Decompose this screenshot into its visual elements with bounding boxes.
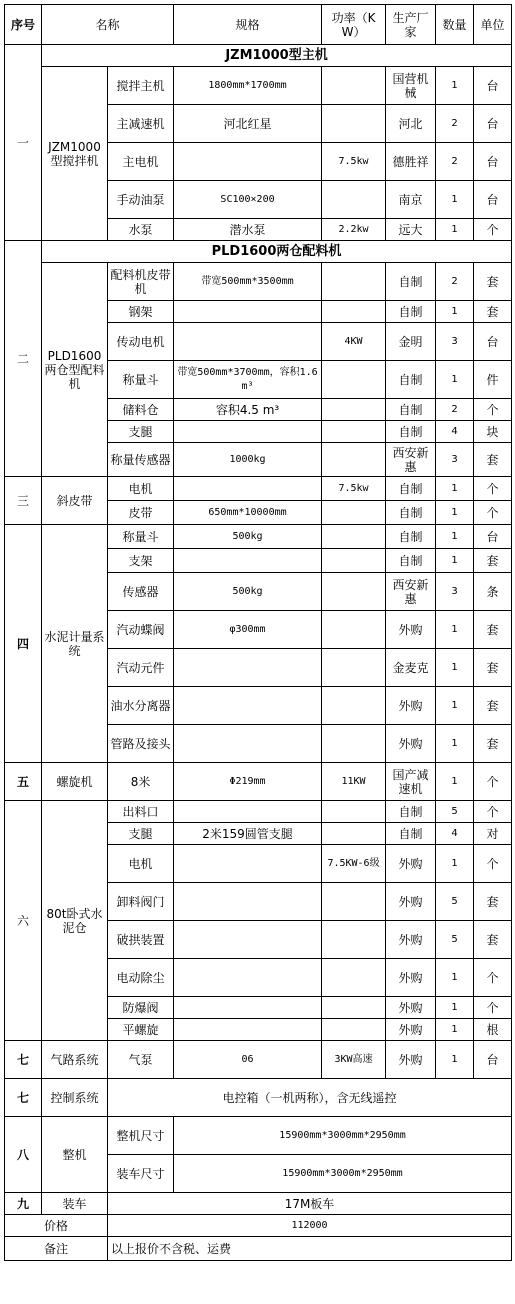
item-maker: 自制 xyxy=(386,421,436,443)
item-qty: 1 xyxy=(436,845,474,883)
price-row xyxy=(5,1215,512,1237)
item-maker: 外购 xyxy=(386,997,436,1019)
item-spec xyxy=(174,549,322,573)
header-seq: 序号 xyxy=(5,5,42,45)
group-name: 控制系统 xyxy=(42,1079,108,1117)
item-power xyxy=(322,443,386,477)
item-name: 破拱装置 xyxy=(108,921,174,959)
item-unit: 对 xyxy=(474,823,512,845)
item-qty: 1 xyxy=(436,687,474,725)
item-spec xyxy=(174,323,322,361)
item-maker: 自制 xyxy=(386,525,436,549)
item-name: 手动油泵 xyxy=(108,181,174,219)
item-power: 2.2kw xyxy=(322,219,386,241)
table-row xyxy=(5,1041,512,1079)
section-seq: 六 xyxy=(5,801,42,1041)
item-power xyxy=(322,421,386,443)
item-power xyxy=(322,687,386,725)
item-name: 皮带 xyxy=(108,501,174,525)
item-maker: 外购 xyxy=(386,883,436,921)
item-spec xyxy=(174,801,322,823)
item-qty: 4 xyxy=(436,421,474,443)
item-spec: 650mm*10000mm xyxy=(174,501,322,525)
item-power xyxy=(322,361,386,399)
item-unit: 套 xyxy=(474,883,512,921)
item-power xyxy=(322,301,386,323)
note-text: 以上报价不含税、运费 xyxy=(108,1237,512,1261)
item-unit: 套 xyxy=(474,443,512,477)
item-qty: 2 xyxy=(436,143,474,181)
section-seq: 二 xyxy=(5,241,42,477)
item-qty: 2 xyxy=(436,399,474,421)
header-row xyxy=(5,5,512,45)
item-maker: 外购 xyxy=(386,725,436,763)
table-row xyxy=(5,801,512,823)
item-power xyxy=(322,823,386,845)
item-unit: 台 xyxy=(474,1041,512,1079)
item-spec xyxy=(174,845,322,883)
item-maker: 南京 xyxy=(386,181,436,219)
item-spec: 容积4.5 m³ xyxy=(174,399,322,421)
item-maker: 外购 xyxy=(386,611,436,649)
group-name: 装车 xyxy=(42,1193,108,1215)
loading-text: 17M板车 xyxy=(108,1193,512,1215)
item-name: 8米 xyxy=(108,763,174,801)
item-name: 装车尺寸 xyxy=(108,1155,174,1193)
item-spec xyxy=(174,421,322,443)
item-spec: 带宽500mm*3700mm，容积1.6m³ xyxy=(174,361,322,399)
item-maker: 国营机械 xyxy=(386,67,436,105)
item-spec xyxy=(174,725,322,763)
table-row xyxy=(5,477,512,501)
item-spec xyxy=(174,1019,322,1041)
item-power xyxy=(322,921,386,959)
section-seq: 一 xyxy=(5,45,42,241)
item-maker: 金明 xyxy=(386,323,436,361)
item-name: 钢架 xyxy=(108,301,174,323)
item-power xyxy=(322,725,386,763)
item-unit: 块 xyxy=(474,421,512,443)
section-seq: 七 xyxy=(5,1041,42,1079)
item-qty: 1 xyxy=(436,361,474,399)
item-spec: 河北红星 xyxy=(174,105,322,143)
group-name: JZM1000型搅拌机 xyxy=(42,67,108,241)
group-name: 气路系统 xyxy=(42,1041,108,1079)
item-unit: 个 xyxy=(474,845,512,883)
section-seq: 四 xyxy=(5,525,42,763)
item-power: 7.5kw xyxy=(322,477,386,501)
item-spec: 1000kg xyxy=(174,443,322,477)
table-row xyxy=(5,67,512,105)
item-name: 气泵 xyxy=(108,1041,174,1079)
item-spec xyxy=(174,649,322,687)
item-qty: 5 xyxy=(436,921,474,959)
item-name: 配料机皮带机 xyxy=(108,263,174,301)
item-spec: 06 xyxy=(174,1041,322,1079)
item-qty: 1 xyxy=(436,501,474,525)
item-name: 搅拌主机 xyxy=(108,67,174,105)
item-name: 电机 xyxy=(108,477,174,501)
item-spec xyxy=(174,477,322,501)
item-name: 汽动元件 xyxy=(108,649,174,687)
section-seq: 三 xyxy=(5,477,42,525)
item-spec: 15900mm*3000mm*2950mm xyxy=(174,1117,512,1155)
item-spec: 1800mm*1700mm xyxy=(174,67,322,105)
item-spec: 2米159圆管支腿 xyxy=(174,823,322,845)
header-unit: 单位 xyxy=(474,5,512,45)
section-seq: 七 xyxy=(5,1079,42,1117)
item-maker: 西安新惠 xyxy=(386,573,436,611)
group-name: 整机 xyxy=(42,1117,108,1193)
item-spec: 500kg xyxy=(174,573,322,611)
item-maker: 自制 xyxy=(386,263,436,301)
item-maker: 外购 xyxy=(386,1019,436,1041)
item-maker: 外购 xyxy=(386,959,436,997)
item-name: 支腿 xyxy=(108,823,174,845)
item-qty: 3 xyxy=(436,573,474,611)
item-name: 卸料阀门 xyxy=(108,883,174,921)
item-maker: 自制 xyxy=(386,823,436,845)
item-name: 出料口 xyxy=(108,801,174,823)
item-unit: 台 xyxy=(474,105,512,143)
item-maker: 金麦克 xyxy=(386,649,436,687)
item-unit: 个 xyxy=(474,997,512,1019)
item-power xyxy=(322,959,386,997)
item-qty: 1 xyxy=(436,219,474,241)
item-name: 防爆阀 xyxy=(108,997,174,1019)
item-maker: 自制 xyxy=(386,801,436,823)
header-spec: 规格 xyxy=(174,5,322,45)
item-unit: 个 xyxy=(474,763,512,801)
item-unit: 个 xyxy=(474,501,512,525)
section-title: JZM1000型主机 xyxy=(42,45,512,67)
item-qty: 1 xyxy=(436,67,474,105)
item-power xyxy=(322,525,386,549)
item-spec xyxy=(174,301,322,323)
item-spec: 500kg xyxy=(174,525,322,549)
item-maker: 自制 xyxy=(386,361,436,399)
loading-row xyxy=(5,1193,512,1215)
quotation-table xyxy=(4,4,512,1261)
item-spec: 带宽500mm*3500mm xyxy=(174,263,322,301)
item-unit: 台 xyxy=(474,143,512,181)
item-spec: φ300mm xyxy=(174,611,322,649)
item-power xyxy=(322,997,386,1019)
group-name: 水泥计量系统 xyxy=(42,525,108,763)
item-power xyxy=(322,263,386,301)
item-name: 油水分离器 xyxy=(108,687,174,725)
item-spec: SC100×200 xyxy=(174,181,322,219)
item-unit: 个 xyxy=(474,959,512,997)
group-name: PLD1600两仓型配料机 xyxy=(42,263,108,477)
item-power: 11KW xyxy=(322,763,386,801)
item-maker: 自制 xyxy=(386,399,436,421)
item-name: 主减速机 xyxy=(108,105,174,143)
item-unit: 件 xyxy=(474,361,512,399)
item-unit: 套 xyxy=(474,725,512,763)
section-seq: 八 xyxy=(5,1117,42,1193)
note-label: 备注 xyxy=(5,1237,108,1261)
item-power xyxy=(322,399,386,421)
section-title: PLD1600两仓配料机 xyxy=(42,241,512,263)
item-spec xyxy=(174,143,322,181)
item-unit: 根 xyxy=(474,1019,512,1041)
item-power xyxy=(322,883,386,921)
item-qty: 4 xyxy=(436,823,474,845)
item-qty: 1 xyxy=(436,611,474,649)
group-name: 斜皮带 xyxy=(42,477,108,525)
item-unit: 套 xyxy=(474,301,512,323)
item-unit: 个 xyxy=(474,477,512,501)
item-spec xyxy=(174,883,322,921)
item-power xyxy=(322,801,386,823)
item-name: 传动电机 xyxy=(108,323,174,361)
item-spec: Φ219mm xyxy=(174,763,322,801)
item-maker: 外购 xyxy=(386,921,436,959)
table-row xyxy=(5,1117,512,1155)
item-spec xyxy=(174,997,322,1019)
item-name: 水泵 xyxy=(108,219,174,241)
item-qty: 3 xyxy=(436,443,474,477)
item-spec xyxy=(174,921,322,959)
item-power: 3KW高速 xyxy=(322,1041,386,1079)
price-value: 112000 xyxy=(108,1215,512,1237)
control-row xyxy=(5,1079,512,1117)
item-name: 支架 xyxy=(108,549,174,573)
group-name: 螺旋机 xyxy=(42,763,108,801)
item-maker: 国产减速机 xyxy=(386,763,436,801)
item-name: 支腿 xyxy=(108,421,174,443)
item-unit: 套 xyxy=(474,649,512,687)
item-power: 7.5kw xyxy=(322,143,386,181)
item-spec: 潜水泵 xyxy=(174,219,322,241)
item-maker: 自制 xyxy=(386,301,436,323)
item-power: 4KW xyxy=(322,323,386,361)
item-name: 平螺旋 xyxy=(108,1019,174,1041)
item-unit: 条 xyxy=(474,573,512,611)
item-qty: 5 xyxy=(436,801,474,823)
item-name: 储料仓 xyxy=(108,399,174,421)
item-power xyxy=(322,549,386,573)
item-qty: 1 xyxy=(436,959,474,997)
item-name: 电动除尘 xyxy=(108,959,174,997)
price-label: 价格 xyxy=(5,1215,108,1237)
item-power xyxy=(322,181,386,219)
item-unit: 个 xyxy=(474,801,512,823)
item-maker: 河北 xyxy=(386,105,436,143)
item-power: 7.5KW-6级 xyxy=(322,845,386,883)
item-qty: 1 xyxy=(436,525,474,549)
item-power xyxy=(322,1019,386,1041)
item-qty: 2 xyxy=(436,263,474,301)
item-power xyxy=(322,501,386,525)
item-qty: 1 xyxy=(436,725,474,763)
item-maker: 外购 xyxy=(386,845,436,883)
item-maker: 远大 xyxy=(386,219,436,241)
item-qty: 1 xyxy=(436,997,474,1019)
item-unit: 台 xyxy=(474,181,512,219)
item-qty: 1 xyxy=(436,1019,474,1041)
item-unit: 个 xyxy=(474,219,512,241)
item-qty: 2 xyxy=(436,105,474,143)
header-name: 名称 xyxy=(42,5,174,45)
item-qty: 1 xyxy=(436,549,474,573)
item-qty: 1 xyxy=(436,1041,474,1079)
header-power: 功率（KW） xyxy=(322,5,386,45)
item-name: 传感器 xyxy=(108,573,174,611)
item-qty: 5 xyxy=(436,883,474,921)
item-unit: 个 xyxy=(474,399,512,421)
item-qty: 1 xyxy=(436,649,474,687)
table-row xyxy=(5,525,512,549)
item-power xyxy=(322,649,386,687)
item-name: 管路及接头 xyxy=(108,725,174,763)
section-title-row xyxy=(5,45,512,67)
item-name: 主电机 xyxy=(108,143,174,181)
item-spec xyxy=(174,687,322,725)
item-unit: 套 xyxy=(474,549,512,573)
item-name: 汽动蝶阀 xyxy=(108,611,174,649)
item-qty: 1 xyxy=(436,763,474,801)
item-name: 称量传感器 xyxy=(108,443,174,477)
section-title-row xyxy=(5,241,512,263)
item-power xyxy=(322,67,386,105)
item-maker: 外购 xyxy=(386,687,436,725)
item-power xyxy=(322,611,386,649)
section-seq: 五 xyxy=(5,763,42,801)
section-seq: 九 xyxy=(5,1193,42,1215)
item-qty: 3 xyxy=(436,323,474,361)
group-name: 80t卧式水泥仓 xyxy=(42,801,108,1041)
header-qty: 数量 xyxy=(436,5,474,45)
note-row xyxy=(5,1237,512,1261)
item-maker: 自制 xyxy=(386,501,436,525)
item-name: 称量斗 xyxy=(108,525,174,549)
item-qty: 1 xyxy=(436,301,474,323)
table-row xyxy=(5,263,512,301)
item-power xyxy=(322,105,386,143)
item-unit: 套 xyxy=(474,921,512,959)
item-unit: 套 xyxy=(474,263,512,301)
control-text: 电控箱（一机两称），含无线遥控 xyxy=(108,1079,512,1117)
item-unit: 套 xyxy=(474,611,512,649)
item-name: 电机 xyxy=(108,845,174,883)
item-maker: 自制 xyxy=(386,477,436,501)
item-qty: 1 xyxy=(436,181,474,219)
item-maker: 外购 xyxy=(386,1041,436,1079)
item-spec: 15900mm*3000m*2950mm xyxy=(174,1155,512,1193)
item-maker: 西安新惠 xyxy=(386,443,436,477)
item-power xyxy=(322,573,386,611)
item-unit: 套 xyxy=(474,687,512,725)
item-unit: 台 xyxy=(474,525,512,549)
header-maker: 生产厂家 xyxy=(386,5,436,45)
item-spec xyxy=(174,959,322,997)
item-name: 称量斗 xyxy=(108,361,174,399)
item-qty: 1 xyxy=(436,477,474,501)
item-maker: 自制 xyxy=(386,549,436,573)
item-name: 整机尺寸 xyxy=(108,1117,174,1155)
item-unit: 台 xyxy=(474,67,512,105)
table-row xyxy=(5,763,512,801)
item-unit: 台 xyxy=(474,323,512,361)
item-maker: 德胜祥 xyxy=(386,143,436,181)
